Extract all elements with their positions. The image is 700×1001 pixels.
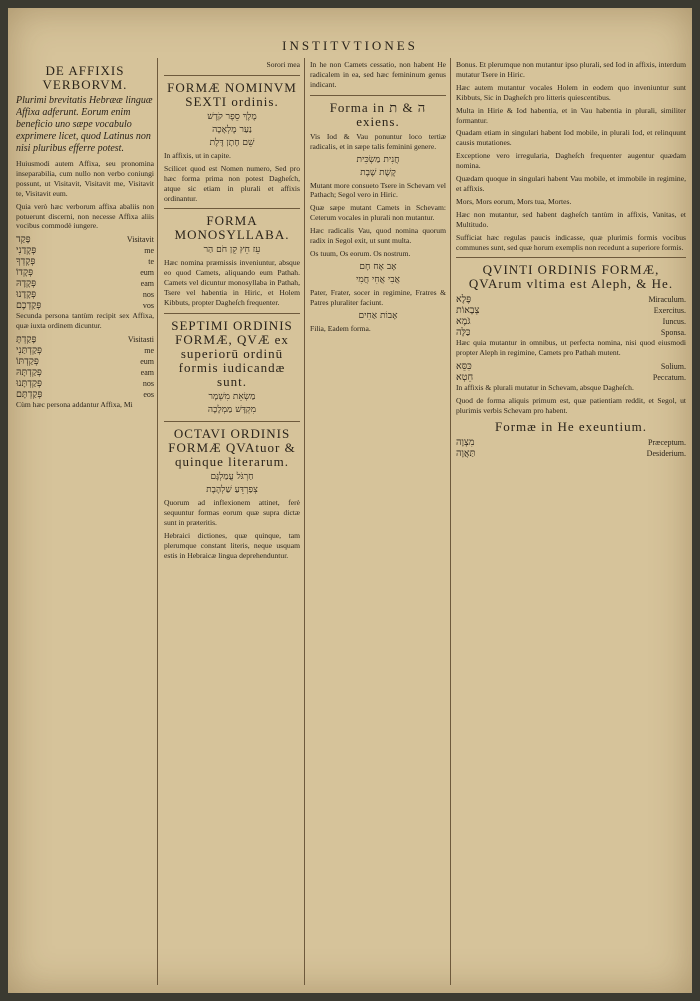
column-rule <box>450 58 451 985</box>
column-4 <box>456 60 686 985</box>
table-row <box>456 294 686 305</box>
hebrew-line: חַרְגֹּל עֲמַלְגָּם <box>210 471 254 482</box>
paragraph: Cùm hæc persona addantur Affixa, Mi <box>16 400 133 410</box>
latin-gloss: me <box>144 246 154 256</box>
hebrew-line: מִקְדָּשׁ מַמְלָכָה <box>207 404 257 415</box>
latin-gloss: eum <box>140 268 154 278</box>
section-heading: FORMÆ NOMINVM SEXTI ordinis. <box>167 79 297 109</box>
table-row <box>16 356 154 367</box>
latin-gloss: eam <box>140 279 154 289</box>
entry-list <box>456 361 686 383</box>
hebrew-form: גֹּמֶא <box>456 316 471 328</box>
paragraph: Scilicet quod est Nomen numero, Sed pro hæc forma prima non potest Dagheſch, atque sic etiam in plurali et affixis ordinantur. <box>164 163 300 203</box>
lead-paragraph: Plurimi brevitatis Hebrææ linguæ Affixa adferunt. Eorum enim beneficio uno sæpe vocabulo exprimere licet, quod Latinus non nisi pluribus efferre potest. <box>16 95 153 154</box>
table-row <box>16 267 154 278</box>
conjugation-table <box>16 334 154 400</box>
paragraph: Quod de forma aliquis primum est, quæ patientiam reddit, et Segol, ut plurimis verbis Schevam pro habent. <box>456 396 686 416</box>
paragraph: Os tuum, Os eorum. Os nostrum. <box>310 248 411 258</box>
divider <box>310 95 446 96</box>
table-row <box>456 305 686 316</box>
table-row <box>16 367 154 378</box>
section-heading: FORMA MONOSYLLABA. <box>174 213 290 243</box>
column-3 <box>310 60 446 985</box>
section-heading: Formæ in He exeuntium. <box>495 418 647 434</box>
hebrew-form: פְּקָדָהּ <box>16 278 37 290</box>
paragraph: Pater, Frater, socer in regimine, Fratres & Patres pluraliter faciunt. <box>310 287 446 307</box>
table-row <box>456 372 686 383</box>
book-page <box>8 8 692 993</box>
paragraph: Quadam etiam in singulari habent Iod mobile, in plurali Iod, et relinquunt causis mutationes. <box>456 128 686 148</box>
hebrew-form: פָּקַדְתָּ <box>16 334 37 346</box>
paragraph: Huiusmodi autem Affixa, seu pronomina inseparabilia, cum nullo non verbo coniungi possunt, ut Visitavit, Visitavit me, Visitavit te, Visitavit eum. <box>16 159 154 198</box>
hebrew-form: פְּקָדְךָ <box>16 256 36 268</box>
hebrew-line: מֶלֶךְ סֵפֶר קֹדֶשׁ <box>207 111 257 122</box>
table-row <box>16 256 154 267</box>
table-row <box>16 334 154 345</box>
marginal-note: Sorori mea <box>266 60 300 69</box>
hebrew-line: קֶשֶׁת שֶׁבֶת <box>360 167 396 178</box>
hebrew-line: חֲנִית מַשְׂכִּית <box>356 154 400 165</box>
paragraph: Mors, Mors eorum, Mors tua, Mortes. <box>456 196 572 206</box>
table-row <box>16 389 154 400</box>
latin-gloss: Miraculum. <box>648 295 686 305</box>
paragraph: Hæc non mutantur, sed habent dagheſch tantùm in affixis, Vanitas, et Multitudo. <box>456 209 686 229</box>
table-row <box>456 327 686 338</box>
latin-gloss: Præceptum. <box>648 437 686 447</box>
table-row <box>456 437 686 448</box>
hebrew-line: מַשְׂאֵת מִשְׁמָר <box>208 391 256 402</box>
section-heading: SEPTIMI ORDINIS FORMÆ, QVÆ ex superiorū ordinū formis iudicandæ sunt. <box>171 317 293 389</box>
paragraph: Hebraici dictiones, quæ quinque, tam plerumque constant literis, neque usquam estis in Hebraicæ lingua deprehenduntur. <box>164 530 300 560</box>
column-1 <box>16 60 154 985</box>
latin-gloss: eum <box>140 357 154 367</box>
latin-gloss: eam <box>140 368 154 378</box>
hebrew-line: עֵז חֵץ קֵן חֹם הַר <box>203 245 261 256</box>
hebrew-form: פְּקַדְכֶם <box>16 300 42 312</box>
paragraph: Hæc autem mutantur vocales Holem in eodem quo inveniuntur sunt Kibbuts, Sic in Dagheſch pro litteris quiescentibus. <box>456 82 686 102</box>
hebrew-form: פְּקָדַנִי <box>16 245 37 257</box>
paragraph: Mutant more consueto Tsere in Schevam vel Pathach; Segol vero in Hiric. <box>310 180 446 200</box>
entry-list <box>456 294 686 338</box>
hebrew-form: פְּקַדְתּוֹ <box>16 356 39 368</box>
column-rule <box>157 58 158 985</box>
paragraph: Exceptione vero irregularia, Dagheſch frequenter augentur quædam nomina. <box>456 151 686 171</box>
paragraph: In affixis, ut in capite. <box>164 150 231 160</box>
hebrew-line: אָב אָח חָם <box>359 261 397 272</box>
hebrew-line: אָבוֹת אַחִים <box>358 310 398 321</box>
paragraph: Hæc radicalis Vau, quod nomina quorum radix in Segol exit, ut sunt multa. <box>310 226 446 246</box>
section-heading: OCTAVI ORDINIS FORMÆ QVAtuor & quinque literarum. <box>168 425 296 469</box>
latin-gloss: eos <box>143 390 154 400</box>
latin-gloss: Iuncus. <box>662 317 686 327</box>
latin-gloss: Exercitus. <box>653 306 686 316</box>
latin-gloss: te <box>148 257 154 267</box>
paragraph: Sufficiat hæc regulas paucis indicasse, quæ plurimis formis vocibus communes sunt, sed quæ horum exemplis non recedunt a superiore formis. <box>456 232 686 252</box>
table-row <box>16 289 154 300</box>
paragraph: Hæc nomina præmissis inveniuntur, absque eo quod Camets, aliquando eum Pathah. Camets vel dicuntur monosyllaba in Pathah, Tsere vel habentia in Hiric, et Holem Kibbuts, propter Dagheſch frequenter. <box>164 258 300 308</box>
hebrew-form: פְּקַדְתָּם <box>16 389 43 401</box>
table-row <box>16 278 154 289</box>
paragraph: Quæ sæpe mutant Camets in Schevam: Ceterum vocales in plurali non mutantur. <box>310 203 446 223</box>
table-row <box>16 245 154 256</box>
hebrew-form: פְּקַדְתָּהּ <box>16 367 42 379</box>
paragraph: In affixis & plurali mutatur in Schevam, absque Dagheſch. <box>456 383 634 393</box>
table-row <box>16 234 154 245</box>
hebrew-form: תַּאֲוָה <box>456 447 476 459</box>
hebrew-form: פְּקַדְתָּנוּ <box>16 378 42 390</box>
latin-gloss: Peccatum. <box>652 373 686 383</box>
paragraph: Hæc quia mutantur in omnibus, ut perfecta nomina, nisi quod eiusmodi propter Aleph in regimine, Camets pro Pathah mutent. <box>456 338 686 358</box>
paragraph: Vis Iod & Vau ponuntur loco tertiæ radicalis, et in sæpe talis feminini genere. <box>310 131 446 151</box>
hebrew-form: צְבָאוֹת <box>456 305 480 317</box>
hebrew-line: צְפַרְדֵּעַ שַׁלְהֶבֶת <box>206 484 258 495</box>
paragraph: Bonus. Et plerumque non mutantur ipso plurali, sed Iod in affixis, interdum mutatur Tsere in Hiric. <box>456 60 686 79</box>
paragraph: Quia verò hæc verborum affixa abaliis non potuerunt discerni, non necesse Affixa aliis vocibus commodè iungere. <box>16 201 154 231</box>
hebrew-form: כַּלָּה <box>456 327 471 339</box>
latin-gloss: Desiderium. <box>646 448 686 458</box>
section-heading: DE AFFIXIS VERBORVM. <box>42 63 128 92</box>
divider <box>164 313 300 314</box>
divider <box>164 421 300 422</box>
latin-gloss: Visitavit <box>126 235 154 245</box>
entry-list <box>456 437 686 459</box>
latin-gloss: Solium. <box>660 362 686 372</box>
hebrew-form: פָּקַד <box>16 234 31 246</box>
running-head: INSTITVTIONES <box>282 38 418 53</box>
hebrew-form: פְּקָדָנוּ <box>16 289 37 301</box>
table-row <box>456 316 686 327</box>
latin-gloss: nos <box>142 290 154 300</box>
paragraph: Filia, Eadem forma. <box>310 323 371 333</box>
section-heading: Forma in ה & ת exiens. <box>329 99 427 129</box>
section-heading: QVINTI ORDINIS FORMÆ, QVArum vltima est Aleph, & He. <box>468 262 674 292</box>
hebrew-line: שֵׁם חָתָן דֶּלֶת <box>209 137 255 148</box>
hebrew-line: אֲבִי אֲחִי חֲמִי <box>356 274 400 285</box>
table-row <box>456 448 686 459</box>
table-row <box>456 361 686 372</box>
column-2 <box>164 60 300 985</box>
hebrew-form: פְּקָדוֹ <box>16 267 34 279</box>
hebrew-form: מִצְוָה <box>456 436 475 448</box>
table-row <box>16 300 154 311</box>
hebrew-form: חֵטְא <box>456 372 474 384</box>
divider <box>164 208 300 209</box>
table-row <box>16 378 154 389</box>
latin-gloss: me <box>144 346 154 356</box>
paragraph: Secunda persona tantùm recipit sex Affixa, quæ iuxta ordinem dicuntur. <box>16 311 154 331</box>
column-rule <box>304 58 305 985</box>
latin-gloss: vos <box>142 301 154 311</box>
paragraph: Quædam quoque in singulari habent Vau mobile, et immobile in regimine, et affixis. <box>456 174 686 193</box>
latin-gloss: Sponsa. <box>660 328 686 338</box>
hebrew-form: פְּקַדְתַּנִי <box>16 345 43 357</box>
paragraph: Multa in Hirie & Iod habentia, et in Vau habentia in plurali, similiter formantur. <box>456 105 686 125</box>
divider <box>456 257 686 258</box>
hebrew-form: כִּסֵּא <box>456 361 472 373</box>
hebrew-line: נַעַר מֶלְאָכָה <box>212 124 252 135</box>
divider <box>164 75 300 76</box>
table-row <box>16 345 154 356</box>
paragraph: Quorum ad inflexionem attinet, ferè sequuntur formas eorum quæ supra dictæ sunt in præteritis. <box>164 497 300 527</box>
latin-gloss: Visitasti <box>127 335 154 345</box>
latin-gloss: nos <box>142 379 154 389</box>
hebrew-form: פֶּלֶא <box>456 294 472 306</box>
conjugation-table <box>16 234 154 311</box>
paragraph: In he non Camets cessatio, non habent He radicalem in ea, sed hæc femininum genus indicant. <box>310 60 446 89</box>
